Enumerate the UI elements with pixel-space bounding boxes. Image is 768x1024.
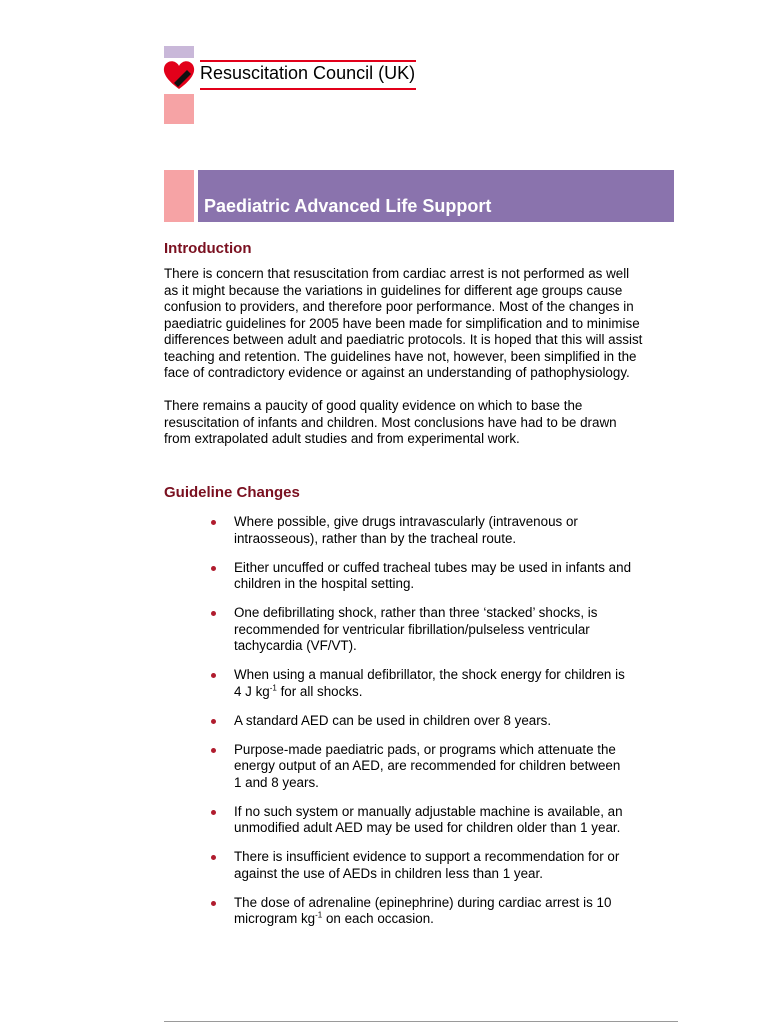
list-item	[208, 895, 668, 928]
list-item	[208, 742, 668, 792]
list-item	[208, 514, 668, 547]
introduction-heading: Introduction	[164, 240, 252, 257]
bullet-icon	[211, 611, 216, 616]
text-line: 1 and 8 years.	[234, 774, 319, 790]
organization-name: Resuscitation Council (UK)	[200, 63, 416, 83]
bullet-icon	[211, 520, 216, 525]
logo-bar-pink	[164, 94, 194, 124]
list-item	[208, 605, 668, 655]
logo-rule-top	[200, 60, 416, 62]
list-item	[208, 713, 668, 730]
bullet-icon	[211, 566, 216, 571]
text-line: One defibrillating shock, rather than three ‘stacked’ shocks, is	[234, 605, 598, 620]
text-line: There remains a paucity of good quality evidence on which to base the	[164, 398, 583, 413]
text-line: tachycardia (VF/VT).	[234, 638, 357, 653]
list-item	[208, 804, 668, 837]
bullet-icon	[211, 901, 216, 906]
text-line: recommended for ventricular fibrillation/pulseless ventricular	[234, 621, 590, 637]
text-line: as it might because the variations in guidelines for different age groups cause	[164, 282, 623, 298]
guideline-changes-list	[208, 514, 668, 940]
introduction-paragraph-1	[164, 266, 684, 382]
text-line: Purpose-made paediatric pads, or programs which attenuate the	[234, 741, 616, 757]
text-line	[234, 684, 668, 701]
logo-rule-bottom	[200, 88, 416, 90]
introduction-paragraph-2	[164, 398, 684, 448]
text-line	[234, 911, 668, 928]
text-line: teaching and retention. The guidelines have not, however, been simplified in the	[164, 348, 637, 364]
title-accent-block	[164, 170, 194, 222]
text-line: There is insufficient evidence to support a recommendation for or	[234, 849, 620, 864]
text-run: 4 J kg	[234, 683, 270, 699]
text-line: confusion to providers, and therefore poor performance. Most of the changes in	[164, 299, 634, 314]
superscript: -1	[269, 683, 277, 693]
bullet-icon	[211, 719, 216, 724]
logo-bar-lilac	[164, 46, 194, 58]
text-line: face of contradictory evidence or against an understanding of pathophysiology.	[164, 365, 630, 380]
text-line: intraosseous), rather than by the tracheal route.	[234, 530, 517, 546]
text-run: for all shocks.	[276, 683, 363, 699]
text-line: children in the hospital setting.	[234, 576, 415, 591]
bullet-icon	[211, 810, 216, 815]
bullet-icon	[211, 855, 216, 860]
text-line: The dose of adrenaline (epinephrine) during cardiac arrest is 10	[234, 894, 612, 910]
text-run: microgram kg	[234, 911, 316, 926]
text-run: on each occasion.	[322, 911, 434, 926]
text-line: Where possible, give drugs intravascularly (intravenous or	[234, 514, 578, 529]
text-line: There is concern that resuscitation from cardiac arrest is not performed as well	[164, 266, 630, 281]
text-line: If no such system or manually adjustable machine is available, an	[234, 803, 623, 819]
text-line: resuscitation of infants and children. Most conclusions have had to be drawn	[164, 414, 617, 430]
guideline-changes-heading: Guideline Changes	[164, 484, 300, 501]
text-line: differences between adult and paediatric protocols. It is hoped that this will assist	[164, 332, 643, 347]
list-item	[208, 849, 668, 882]
list-item	[208, 667, 668, 700]
text-line: from extrapolated adult studies and from experimental work.	[164, 431, 520, 446]
superscript: -1	[315, 910, 323, 920]
bullet-icon	[211, 748, 216, 753]
text-line: against the use of AEDs in children less than 1 year.	[234, 865, 543, 881]
page-title: Paediatric Advanced Life Support	[204, 196, 492, 216]
text-line: energy output of an AED, are recommended for children between	[234, 758, 621, 773]
text-line: Either uncuffed or cuffed tracheal tubes may be used in infants and	[234, 559, 632, 575]
text-line: unmodified adult AED may be used for children older than 1 year.	[234, 820, 621, 835]
footer-rule	[164, 1021, 678, 1022]
text-line: A standard AED can be used in children over 8 years.	[234, 712, 552, 728]
bullet-icon	[211, 673, 216, 678]
list-item	[208, 560, 668, 593]
text-line: paediatric guidelines for 2005 have been made for simplification and to minimise	[164, 315, 640, 331]
heart-icon	[162, 58, 196, 92]
text-line: When using a manual defibrillator, the shock energy for children is	[234, 667, 625, 682]
